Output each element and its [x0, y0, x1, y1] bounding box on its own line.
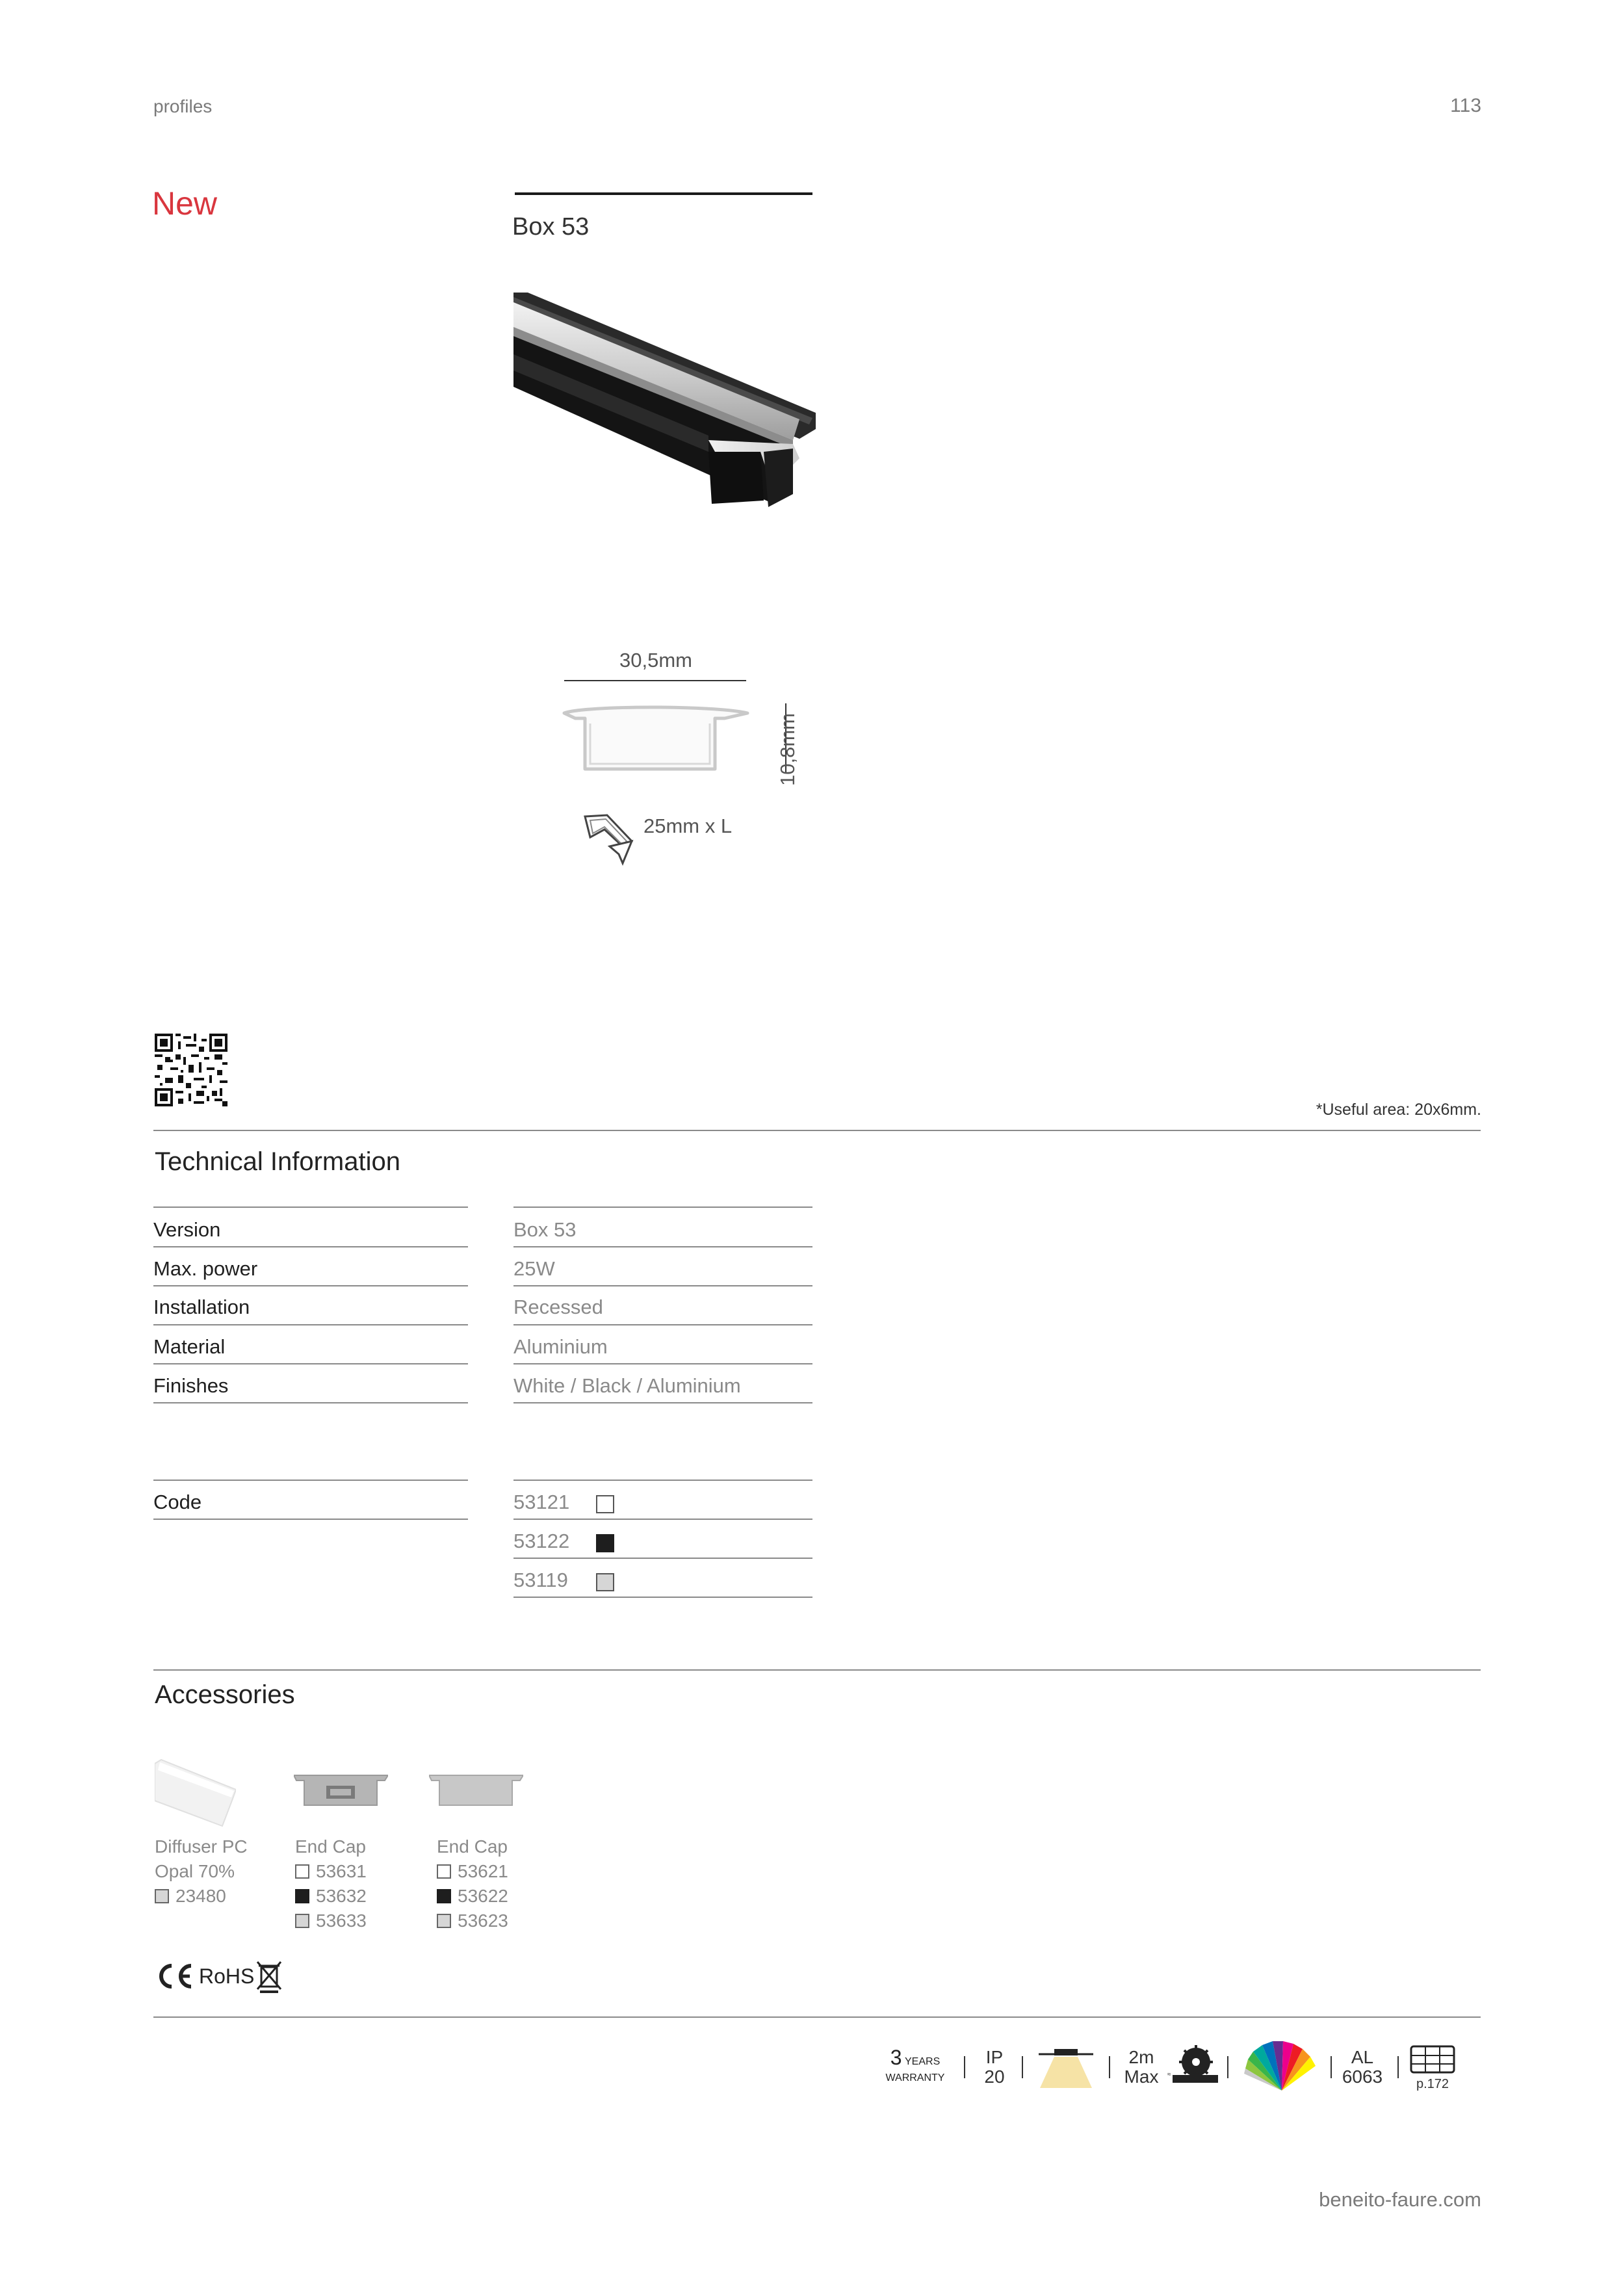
- separator: [1397, 2056, 1399, 2078]
- code-value: 53121: [513, 1491, 570, 1513]
- table-rule: [513, 1207, 812, 1208]
- ce-mark-icon: [155, 1962, 194, 1990]
- max-length-label: Max: [1124, 2067, 1159, 2087]
- table-rule: [513, 1363, 812, 1364]
- table-rule: [153, 1402, 468, 1403]
- warranty-badge: [883, 2048, 948, 2085]
- separator: [1227, 2056, 1228, 2078]
- accessory-code: 53621: [458, 1861, 508, 1881]
- accessory-code-row: [437, 1909, 508, 1933]
- product-image: [513, 289, 819, 517]
- saw-cut-icon: [1166, 2045, 1218, 2085]
- table-rule: [513, 1519, 812, 1520]
- section-divider: [153, 1669, 1481, 1671]
- accessory-code-row: [295, 1909, 367, 1933]
- accessory-code: 23480: [175, 1886, 226, 1906]
- spec-label-material: Material: [153, 1335, 226, 1358]
- table-rule: [513, 1597, 812, 1598]
- dimension-width: 30,5mm: [619, 649, 692, 672]
- finish-swatch-black: [437, 1889, 451, 1903]
- alloy-label: AL: [1351, 2047, 1374, 2067]
- warranty-label: WARRANTY: [885, 2072, 945, 2083]
- alloy-value: 6063: [1342, 2067, 1383, 2087]
- max-length: [1119, 2048, 1163, 2087]
- page-number: 113: [1450, 95, 1481, 116]
- table-rule: [153, 1519, 468, 1520]
- width-dimension-line: [564, 680, 746, 681]
- recessed-light-icon: [1039, 2046, 1093, 2089]
- table-rule: [513, 1480, 812, 1481]
- finish-swatch-aluminium: [155, 1889, 169, 1903]
- grid-icon: [1410, 2045, 1455, 2074]
- cut-icon: [584, 814, 637, 866]
- useful-area-note: *Useful area: 20x6mm.: [1316, 1101, 1481, 1119]
- alloy-grade: [1339, 2048, 1386, 2087]
- accessory-name: Diffuser PC: [155, 1836, 248, 1857]
- cross-section-drawing: [559, 699, 754, 777]
- separator: [1022, 2056, 1023, 2078]
- spec-value-material: Aluminium: [513, 1335, 608, 1358]
- end-cap-image: [294, 1771, 388, 1810]
- table-rule: [153, 1363, 468, 1364]
- new-badge: New: [152, 185, 218, 222]
- table-rule: [153, 1480, 468, 1481]
- spec-label-installation: Installation: [153, 1296, 250, 1318]
- accessory-code: 53631: [316, 1861, 367, 1881]
- table-rule: [153, 1324, 468, 1325]
- code-value: 53122: [513, 1530, 570, 1552]
- diffuser-image: [155, 1758, 236, 1830]
- end-cap-image: [429, 1771, 523, 1810]
- product-title: Box 53: [512, 213, 590, 241]
- accessory-diffuser: [155, 1834, 248, 1909]
- ip-rating: [975, 2048, 1014, 2087]
- table-rule: [153, 1246, 468, 1247]
- spec-value-installation: Recessed: [513, 1296, 603, 1318]
- finish-swatch-white: [596, 1495, 614, 1513]
- finish-swatch-black: [596, 1534, 614, 1552]
- separator: [964, 2056, 965, 2078]
- table-rule: [513, 1558, 812, 1559]
- accessory-page-ref[interactable]: [1409, 2045, 1456, 2091]
- accessory-end-cap-1: [295, 1834, 367, 1933]
- title-rule: [515, 192, 812, 195]
- table-rule: [513, 1285, 812, 1286]
- finish-swatch-white: [437, 1864, 451, 1879]
- accessory-code: 53623: [458, 1911, 508, 1931]
- code-label: Code: [153, 1491, 202, 1513]
- spec-label-version: Version: [153, 1218, 221, 1241]
- accessory-name: End Cap: [437, 1836, 508, 1857]
- accessory-end-cap-2: [437, 1834, 508, 1933]
- max-length-value: 2m: [1128, 2047, 1154, 2067]
- separator: [1109, 2056, 1110, 2078]
- accessory-code: 53632: [316, 1886, 367, 1906]
- accessory-code: 53633: [316, 1911, 367, 1931]
- accessory-code-row: [437, 1859, 508, 1884]
- table-rule: [153, 1207, 468, 1208]
- accessory-code: 53622: [458, 1886, 508, 1906]
- code-value: 53119: [513, 1569, 568, 1591]
- accessory-code-row: [295, 1884, 367, 1909]
- accessory-name: End Cap: [295, 1836, 366, 1857]
- technical-heading: Technical Information: [155, 1147, 400, 1176]
- spec-value-version: Box 53: [513, 1218, 577, 1241]
- color-fan-icon: [1243, 2040, 1318, 2092]
- accessory-name: Opal 70%: [155, 1861, 235, 1881]
- finish-swatch-aluminium: [295, 1914, 309, 1928]
- table-rule: [513, 1402, 812, 1403]
- spec-value-power: 25W: [513, 1257, 555, 1280]
- accessory-code-row: [437, 1884, 508, 1909]
- svg-text:≈: ≈: [1167, 2071, 1171, 2078]
- spec-label-power: Max. power: [153, 1257, 258, 1280]
- table-rule: [153, 1285, 468, 1286]
- website-url[interactable]: beneito-faure.com: [1319, 2188, 1481, 2211]
- section-label: profiles: [153, 96, 213, 116]
- accessories-heading: Accessories: [155, 1680, 295, 1709]
- separator: [1331, 2056, 1332, 2078]
- rohs-mark: RoHS: [199, 1964, 255, 1988]
- finish-swatch-aluminium: [596, 1573, 614, 1591]
- warranty-years-number: 3: [890, 2046, 902, 2069]
- qr-code[interactable]: [155, 1034, 227, 1106]
- weee-bin-icon: [255, 1959, 283, 1993]
- ip-value: 20: [984, 2067, 1005, 2087]
- accessory-code-row: [155, 1884, 248, 1909]
- finish-swatch-black: [295, 1889, 309, 1903]
- table-rule: [513, 1246, 812, 1247]
- dimension-height: 10,8mm: [776, 713, 799, 786]
- section-divider: [153, 2016, 1481, 2018]
- accessory-code-row: [295, 1859, 367, 1884]
- table-rule: [513, 1324, 812, 1325]
- ip-label: IP: [985, 2047, 1004, 2067]
- finish-swatch-white: [295, 1864, 309, 1879]
- qr-code-graphic: [155, 1034, 227, 1106]
- section-divider: [153, 1130, 1481, 1131]
- warranty-years-label: YEARS: [905, 2056, 941, 2067]
- finish-swatch-aluminium: [437, 1914, 451, 1928]
- page-ref-label: p.172: [1416, 2077, 1449, 2091]
- spec-value-finishes: White / Black / Aluminium: [513, 1374, 741, 1397]
- spec-label-finishes: Finishes: [153, 1374, 229, 1397]
- cut-length: 25mm x L: [643, 815, 733, 837]
